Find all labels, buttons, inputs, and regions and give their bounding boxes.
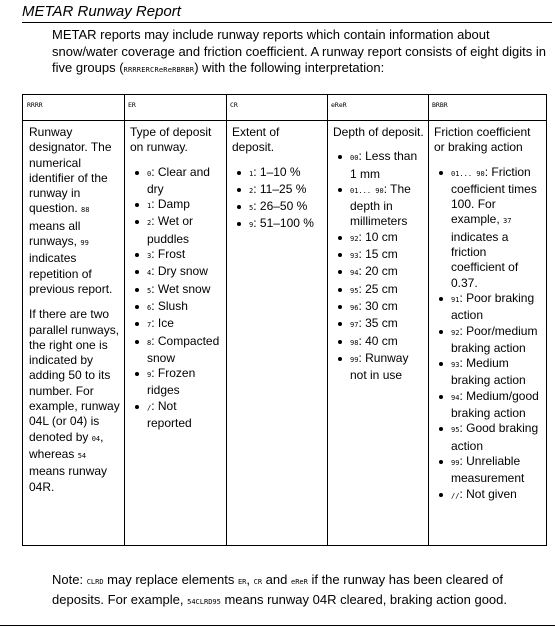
item-text: Clear and dry xyxy=(147,164,210,196)
note-code-cr: CR xyxy=(253,578,263,586)
extent-list xyxy=(232,165,323,234)
column-deposit-depth xyxy=(327,121,428,545)
item-code: 92 xyxy=(451,328,460,337)
item-code: 2 xyxy=(249,186,254,195)
item-text: Runway not in use xyxy=(350,350,409,383)
header-cr: CR xyxy=(226,95,327,121)
extent-intro: Extent of deposit. xyxy=(232,125,280,155)
runway-description xyxy=(29,125,120,297)
list-item: 94: 20 cm xyxy=(333,264,424,281)
intro-text-before: METAR reports may include runway reports which contain information about snow/water coverage and friction coefficient. A runway report consists of eight digits in five groups ( xyxy=(52,27,547,75)
item-text: Poor braking action xyxy=(451,290,535,323)
deposit-list xyxy=(130,165,222,432)
list-item: 6: Slush xyxy=(130,299,222,316)
list-item: 93: Medium braking action xyxy=(434,356,542,389)
item-text: Dry snow xyxy=(157,264,208,279)
runway-code-99: 99 xyxy=(80,239,89,248)
item-text: 1–10 % xyxy=(259,164,301,179)
depth-intro: Depth of deposit. xyxy=(333,125,424,139)
column-deposit-extent xyxy=(226,121,327,545)
item-text: Wet snow xyxy=(157,281,211,296)
list-item: 91: Poor braking action xyxy=(434,291,542,324)
bottom-divider xyxy=(0,625,555,626)
column-friction xyxy=(428,121,546,545)
list-item: 93: 15 cm xyxy=(333,247,424,264)
item-code: 97 xyxy=(350,321,359,330)
header-er: ER xyxy=(124,95,226,121)
item-code: 7 xyxy=(147,321,152,330)
list-item: 97: 35 cm xyxy=(333,316,424,333)
list-item: 1: 1–10 % xyxy=(232,165,323,182)
parallel-runway-description xyxy=(29,307,120,495)
item-code: 6 xyxy=(147,303,152,312)
item-code: 95 xyxy=(451,426,460,435)
item-code: 94 xyxy=(451,393,460,402)
list-item: 5: Wet snow xyxy=(130,282,222,299)
item-text: 26–50 % xyxy=(259,199,308,214)
list-item: //: Not given xyxy=(434,487,542,504)
item-text: 25 cm xyxy=(365,281,398,296)
list-item: 9: Frozen ridges xyxy=(130,366,222,399)
item-text: Medium braking action xyxy=(451,356,526,388)
item-text: Good braking action xyxy=(451,421,539,453)
item-text: 15 cm xyxy=(365,247,398,262)
item-code: 3 xyxy=(147,252,152,261)
item-code: 4 xyxy=(147,269,152,278)
list-item: 5: 26–50 % xyxy=(232,199,323,216)
item-text: Poor/medium braking action xyxy=(451,323,538,355)
list-item: 95: Good braking action xyxy=(434,421,542,454)
list-item: 99: Runway not in use xyxy=(333,351,424,384)
intro-text-after: ) with the following interpretation: xyxy=(194,60,385,75)
item-code: 99 xyxy=(350,355,359,364)
item-text: 11–25 % xyxy=(259,181,307,196)
friction-intro: Friction coefficient or braking action xyxy=(434,125,531,155)
item-text: Frost xyxy=(157,247,186,262)
list-item: 98: 40 cm xyxy=(333,334,424,351)
parallel-text-3: means runway 04R. xyxy=(29,464,108,494)
list-item: 01... 90: The depth in millimeters xyxy=(333,182,424,230)
note-text-3: , xyxy=(246,572,254,587)
column-runway-designator xyxy=(23,121,124,545)
item-code: 5 xyxy=(147,286,152,295)
depth-list xyxy=(333,149,424,383)
item-text: Friction coefficient times 100. For example, xyxy=(451,164,537,227)
item-code: 95 xyxy=(350,286,359,295)
note-text-6: means runway 04R cleared, braking action good. xyxy=(220,592,508,607)
item-code: 01... 90 xyxy=(451,169,485,178)
item-code: 0 xyxy=(147,169,152,178)
item-code: 9 xyxy=(147,371,152,380)
item-text: Ice xyxy=(157,316,174,331)
item-code: 1 xyxy=(147,202,152,211)
item-code: 93 xyxy=(350,252,359,261)
title-underline xyxy=(22,22,552,23)
parallel-code-04: 04 xyxy=(91,434,101,443)
list-item: 2: Wet or puddles xyxy=(130,214,222,247)
list-item: 0: Clear and dry xyxy=(130,165,222,198)
parallel-text-2: , whereas xyxy=(29,429,104,461)
item-code: / xyxy=(147,403,152,412)
item-text: 35 cm xyxy=(365,316,398,331)
item-text: Not given xyxy=(466,486,517,501)
item-code: 96 xyxy=(350,303,359,312)
list-item: 9: 51–100 % xyxy=(232,216,323,233)
note-text-1: Note: xyxy=(52,572,87,587)
item-code: 2 xyxy=(147,219,152,228)
item-code: 5 xyxy=(249,204,254,213)
list-item: 92: 10 cm xyxy=(333,230,424,247)
list-item: 00: Less than 1 mm xyxy=(333,149,424,182)
item-code: 91 xyxy=(451,295,460,304)
list-item: 95: 25 cm xyxy=(333,282,424,299)
item-code: 92 xyxy=(350,234,359,243)
list-item: 1: Damp xyxy=(130,197,222,214)
list-item: 94: Medium/good braking action xyxy=(434,389,542,422)
example-code-37: 37 xyxy=(503,217,512,226)
item-text: indicates a friction coefficient of 0.37. xyxy=(451,229,519,290)
runway-text-1: Runway designator. The numerical identifier of the runway in question. xyxy=(29,125,112,216)
item-text: Compacted snow xyxy=(147,333,220,365)
item-code: 99 xyxy=(451,458,460,467)
item-text: Medium/good braking action xyxy=(451,388,539,421)
note-code-er: ER xyxy=(237,578,247,586)
item-code: 9 xyxy=(249,221,254,230)
list-item: 4: Dry snow xyxy=(130,264,222,281)
note-text-5: if the runway has been cleared of deposits. For example, xyxy=(52,572,503,607)
page-title: METAR Runway Report xyxy=(22,3,181,20)
item-text: Frozen ridges xyxy=(147,366,196,398)
list-item: 2: 11–25 % xyxy=(232,182,323,199)
item-code: 94 xyxy=(350,269,359,278)
item-text: Less than 1 mm xyxy=(350,149,418,181)
item-text: 10 cm xyxy=(365,229,398,244)
footnote xyxy=(52,571,550,611)
runway-report-table xyxy=(22,94,547,546)
item-text: Not reported xyxy=(147,398,192,431)
note-text-2: may replace elements xyxy=(103,572,238,587)
item-code: 01... 90 xyxy=(350,186,384,195)
list-item: 7: Ice xyxy=(130,316,222,333)
header-brbr: BRBR xyxy=(428,95,546,121)
list-item: 99: Unreliable measurement xyxy=(434,454,542,487)
item-text: 40 cm xyxy=(365,333,398,348)
list-item: 3: Frost xyxy=(130,247,222,264)
list-item: 96: 30 cm xyxy=(333,299,424,316)
item-code: 98 xyxy=(350,338,359,347)
runway-text-2: means all runways, xyxy=(29,218,81,249)
item-text: 30 cm xyxy=(365,298,398,313)
list-item: 8: Compacted snow xyxy=(130,334,222,367)
runway-code-88: 88 xyxy=(81,206,90,215)
parallel-code-54: 54 xyxy=(77,451,87,460)
item-text: Unreliable measurement xyxy=(451,453,525,486)
item-text: 20 cm xyxy=(365,264,398,279)
item-code: 1 xyxy=(249,169,254,178)
header-erer: eReR xyxy=(327,95,428,121)
intro-paragraph xyxy=(52,27,550,79)
note-code-erer: eReR xyxy=(290,578,308,586)
friction-list xyxy=(434,165,542,504)
note-code-example: 54CLRD95 xyxy=(187,598,221,606)
note-text-4: and xyxy=(262,572,291,587)
parallel-text-1: If there are two parallel runways, the right one is indicated by adding 50 to its number. For example, runway 04L (or 04) is denoted by xyxy=(29,307,120,444)
item-text: The depth in millimeters xyxy=(350,181,411,229)
runway-text-3: indicates repetition of previous report. xyxy=(29,251,113,296)
list-item: 92: Poor/medium braking action xyxy=(434,324,542,357)
list-item: /: Not reported xyxy=(130,399,222,432)
list-item: 01... 90: Friction coefficient times 100. For example, 37 indicates a friction coefficient of 0.37. xyxy=(434,165,542,291)
item-text: Slush xyxy=(157,298,188,313)
column-deposit-type xyxy=(124,121,226,545)
deposit-intro: Type of deposit on runway. xyxy=(130,125,212,155)
note-code-clrd: CLRD xyxy=(86,578,104,586)
item-text: Wet or puddles xyxy=(147,214,194,246)
item-code: 93 xyxy=(451,361,460,370)
item-code: 8 xyxy=(147,338,152,347)
intro-format-code: RRRRERCReReRBRBR xyxy=(123,66,195,74)
item-text: Damp xyxy=(157,197,190,212)
item-code: 00 xyxy=(350,154,359,163)
header-rrrr: RRRR xyxy=(23,95,124,121)
item-code: // xyxy=(451,491,460,500)
item-text: 51–100 % xyxy=(259,216,314,231)
